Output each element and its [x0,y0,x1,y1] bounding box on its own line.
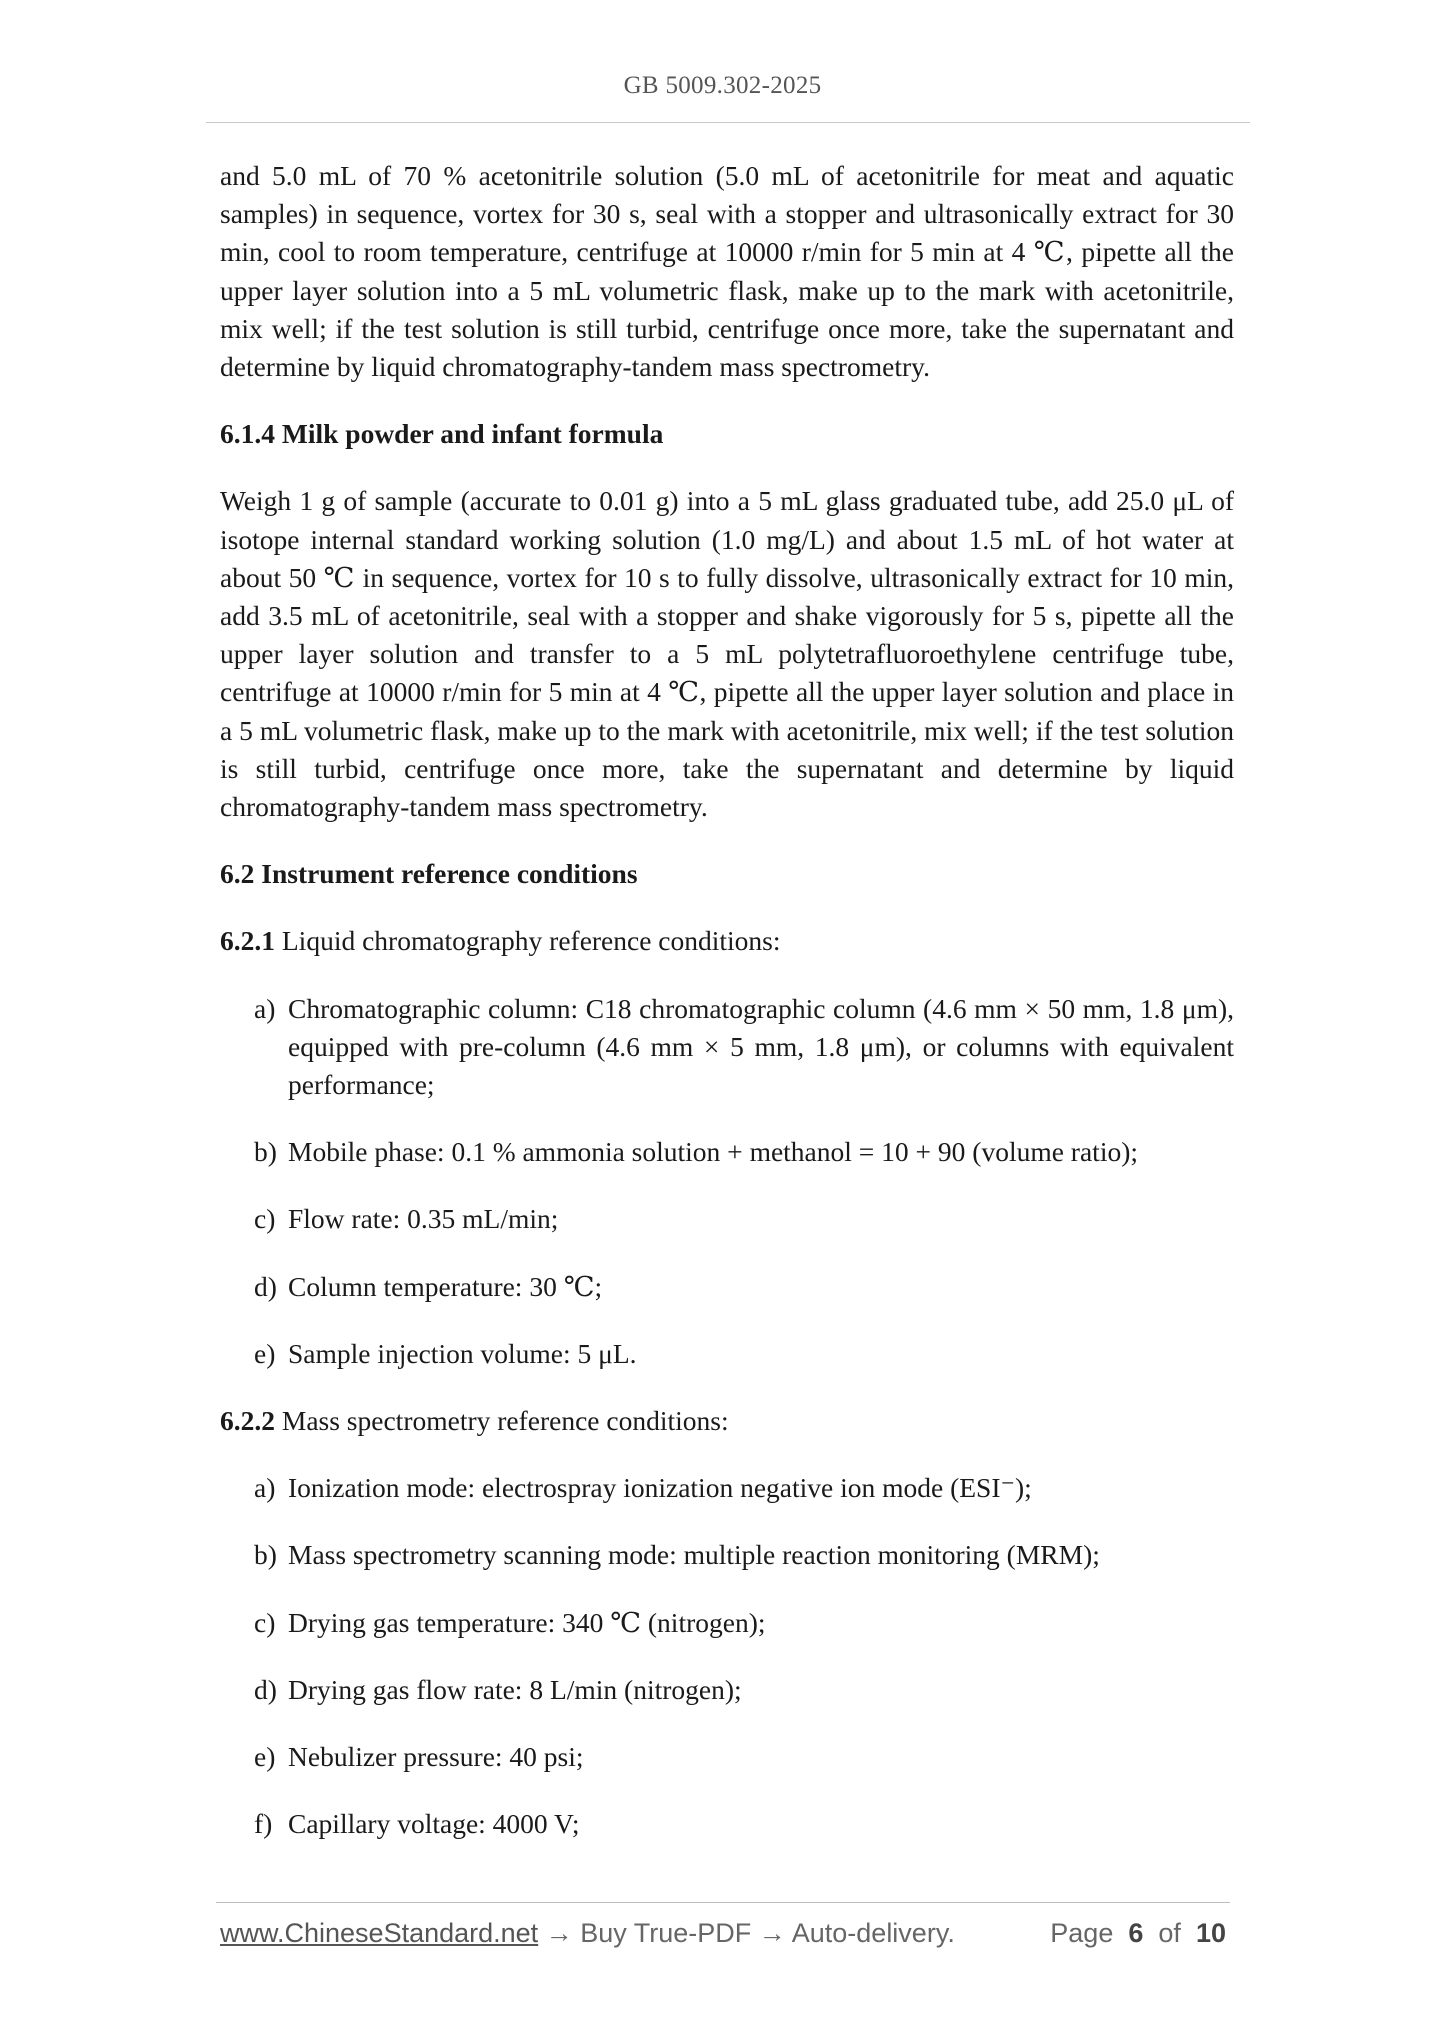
page-header: GB 5009.302-2025 [623,72,822,99]
section-6-1-4-paragraph: Weigh 1 g of sample (accurate to 0.01 g) into a 5 mL glass graduated tube, add 25.0 μL of isotope internal standard working solution (1.0 mg/L) and about 1.5 mL of hot water at about 50 ℃ in sequence, vortex for 10 s to fully dissolve, ultrasonically extract for 10 min, add 3.5 mL of acetonitrile, seal with a stopper and shake vigorously for 5 s, pipette all the upper layer solution and transfer to a 5 mL polytetrafluoroethylene centrifuge tube, centrifuge at 10000 r/min for 5 min at 4 ℃, pipette all the upper layer solution and place in a 5 mL volumetric flask, make up to the mark with acetonitrile, mix well; if the test solution is still turbid, centrifuge once more, take the supernatant and determine by liquid chromatography-tandem mass spectrometry. [220,485,1234,823]
list-item [254,1536,1234,1574]
list-item-text: Ionization mode: electrospray ionization negative ion mode (ESI⁻); [288,1472,1032,1504]
list-item-label: f) [254,1808,273,1840]
list-item [254,1469,1234,1507]
website-link[interactable]: www.ChineseStandard.net [220,1918,539,1948]
list-item [254,1335,1234,1373]
intro-paragraph: and 5.0 mL of 70 % acetonitrile solution (5.0 mL of acetonitrile for meat and aquatic samples) in sequence, vortex for 30 s, seal with a stopper and ultrasonically extract for 30 min, cool to room temperature, centrifuge at 10000 r/min for 5 min at 4 ℃, pipette all the upper layer solution into a 5 mL volumetric flask, make up to the mark with acetonitrile, mix well; if the test solution is still turbid, centrifuge once more, take the supernatant and determine by liquid chromatography-tandem mass spectrometry. [220,160,1234,383]
page-indicator [1050,1918,1226,1949]
list-item-text: Mobile phase: 0.1 % ammonia solution + methanol = 10 + 90 (volume ratio); [288,1136,1139,1168]
footer-promo [220,1918,955,1949]
list-item-text: Drying gas temperature: 340 ℃ (nitrogen); [288,1606,766,1638]
page-label: Page [1050,1918,1114,1948]
list-item-label: d) [254,1673,277,1705]
list-item [254,990,1234,1105]
list-item [254,1604,1234,1642]
list-item-label: c) [254,1606,276,1638]
list-item-text: Mass spectrometry scanning mode: multiple reaction monitoring (MRM); [288,1539,1100,1571]
list-item-text: Capillary voltage: 4000 V; [288,1808,580,1840]
page-current: 6 [1128,1918,1144,1948]
list-item-label: e) [254,1741,276,1773]
list-item-label: c) [254,1203,276,1235]
list-item-text: Sample injection volume: 5 μL. [288,1337,637,1369]
list-item-label: d) [254,1270,277,1302]
list-item [254,1200,1234,1238]
list-item-label: e) [254,1337,276,1369]
section-heading-6-2-1 [220,922,1234,960]
footer-divider [216,1902,1230,1903]
section-title: Mass spectrometry reference conditions: [275,1405,729,1437]
list-item [254,1805,1234,1843]
list-item [254,1671,1234,1709]
list-item-label: a) [254,1472,276,1504]
page-footer [220,1918,1226,1958]
document-body [220,157,1234,1873]
section-title: Liquid chromatography reference conditions: [275,925,781,957]
footer-tagline: → Buy True-PDF → Auto-delivery. [538,1918,955,1948]
section-heading-6-1-4: 6.1.4 Milk powder and infant formula [220,418,664,450]
list-item-text: Drying gas flow rate: 8 L/min (nitrogen); [288,1673,742,1705]
section-number: 6.2.1 [220,925,275,957]
page-total: 10 [1195,1918,1226,1948]
list-item [254,1738,1234,1776]
list-item-text: Chromatographic column: C18 chromatographic column (4.6 mm × 50 mm, 1.8 μm), equipped with pre-column (4.6 mm × 5 mm, 1.8 μm), or columns with equivalent performance; [288,992,1234,1101]
list-item-label: b) [254,1539,277,1571]
section-number: 6.2.2 [220,1405,275,1437]
list-item-label: a) [254,992,276,1024]
section-heading-6-2-2 [220,1402,1234,1440]
list-item-text: Column temperature: 30 ℃; [288,1270,603,1302]
list-item-text: Flow rate: 0.35 mL/min; [288,1203,559,1235]
of-label: of [1158,1918,1181,1948]
list-item [254,1268,1234,1306]
list-item-text: Nebulizer pressure: 40 psi; [288,1741,584,1773]
list-item-label: b) [254,1136,277,1168]
section-heading-6-2: 6.2 Instrument reference conditions [220,858,638,890]
header-divider [206,122,1250,123]
list-item [254,1133,1234,1171]
